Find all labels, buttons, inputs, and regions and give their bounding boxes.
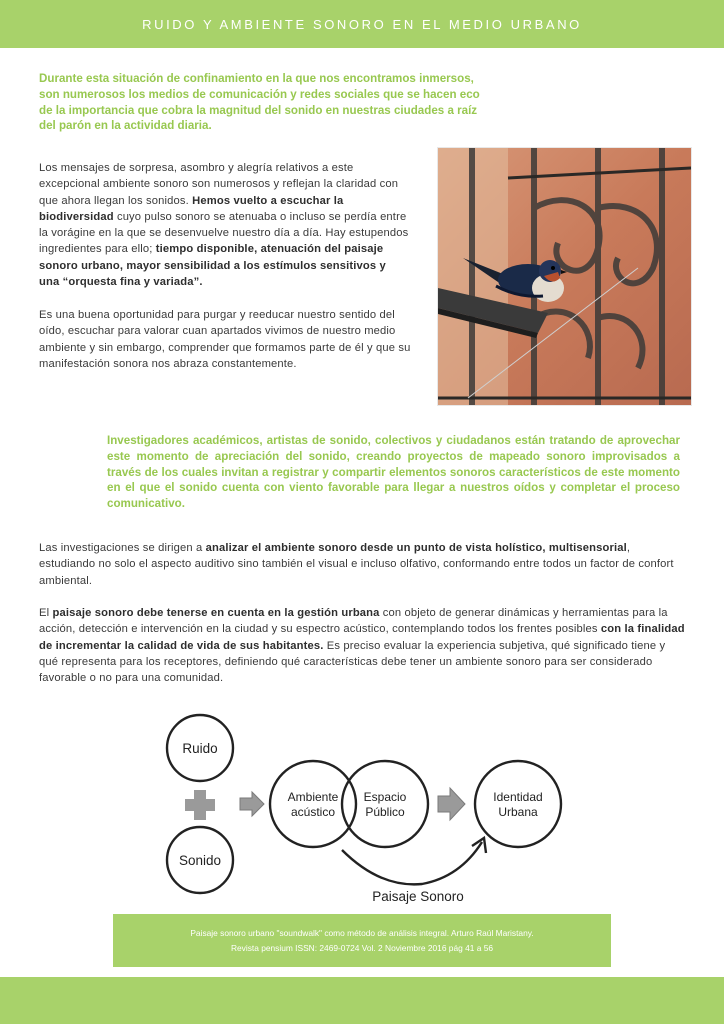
identidad-label-2: Urbana xyxy=(498,805,538,819)
p1-bold-2: tiempo disponible, atenuación del paisaje sonoro urbano, mayor sensibilidad a los estímulos sensitivos y una “orquesta fina y variada”. xyxy=(39,243,386,289)
paragraph-opportunity: Es una buena oportunidad para purgar y reeducar nuestro sentido del oído, escuchar para valorar cuan apartados vivimos de nuestro medio ambiente y sin embargo, comprender que formamos parte de él y que su manifestación sonora nos abraza constantemente. xyxy=(39,309,411,370)
page-title: RUIDO Y AMBIENTE SONORO EN EL MEDIO URBANO xyxy=(142,16,582,32)
p4-bold-1: paisaje sonoro debe tenerse en cuenta en la gestión urbana xyxy=(52,607,380,619)
swallow-illustration xyxy=(438,148,691,405)
caption-line-2: Revista pensium ISSN: 2469-0724 Vol. 2 Noviembre 2016 pág 41 a 56 xyxy=(230,942,494,953)
intro-highlight: Durante esta situación de confinamiento en la que nos encontramos inmersos, son numerosos los medios de comunicación y redes sociales que se hacen eco de la importancia que cobra la magnitud del sonido en nuestras ciudades a raíz del parón en la actividad diaria. xyxy=(39,72,480,133)
paragraph-biodiversity xyxy=(39,160,409,290)
p1-text-1: Los mensajes de sorpresa, asombro y alegría relativos a este excepcional ambiente sonoro son numerosos y reflejan la claridad con que ahora llegan los sonidos. xyxy=(39,162,399,207)
paisaje-sonoro-label: Paisaje Sonoro xyxy=(372,889,464,904)
paragraph-urban-management xyxy=(39,605,687,686)
page-header xyxy=(0,0,724,48)
p3-text-2: , estudiando no solo el aspecto auditivo sino también el visual e incluso olfativo, conformando entre todos un factor de confort ambiental. xyxy=(39,542,674,587)
identidad-circle xyxy=(475,761,561,847)
page-footer xyxy=(0,977,724,1024)
ruido-label: Ruido xyxy=(182,741,218,756)
arrow-right-icon xyxy=(438,788,465,820)
paragraph-research xyxy=(39,540,687,589)
p1-text-2: cuyo pulso sonoro se atenuaba o incluso se perdía entre la vorágine en la que se desenvuelve nuestro día a día. Hay estupendos ingredientes para ello; xyxy=(39,210,409,256)
p4-text-1: El xyxy=(39,607,53,619)
figure-caption xyxy=(113,914,611,967)
p4-text-2: con objeto de generar dinámicas y herramientas para la acción, detección e intervención en la ciudad y su espectro acústico, contemplando todos los frentes posibles xyxy=(39,607,668,636)
p1-bold-1: Hemos vuelto a escuchar la biodiversidad xyxy=(39,194,344,223)
p3-bold-1: analizar el ambiente sonoro desde un punto de vista holístico, multisensorial xyxy=(205,542,627,554)
ambiente-label-2: acústico xyxy=(290,805,336,819)
p3-text-1: Las investigaciones se dirigen a xyxy=(39,542,206,554)
identidad-label-1: Identidad xyxy=(493,790,543,804)
soundscape-diagram xyxy=(160,712,580,912)
espacio-label-1: Espacio xyxy=(363,790,407,804)
paisaje-curve-arrow xyxy=(342,842,482,884)
arrow-right-icon xyxy=(240,792,264,816)
quote-highlight: Investigadores académicos, artistas de sonido, colectivos y ciudadanos están tratando de aprovechar este momento de apreciación del sonido, creando proyectos de mapeado sonoro improvisados a través de los cuales invitan a registrar y compartir elementos sonoros característicos de este momento en el que el sonido cuenta con viento favorable para llegar a nuestros oídos y completar el proceso comunicativo. xyxy=(107,434,680,511)
ambiente-label-1: Ambiente xyxy=(287,790,339,804)
sonido-label: Sonido xyxy=(178,853,222,868)
plus-icon xyxy=(185,790,215,820)
espacio-label-2: Público xyxy=(365,805,405,819)
caption-line-1: Paisaje sonoro urbano "soundwalk" como método de análisis integral. Arturo Raúl Maristany. xyxy=(190,927,534,938)
swallow-photo xyxy=(437,147,692,406)
p4-bold-2: con la finalidad de incrementar la calidad de vida de sus habitantes. xyxy=(39,623,685,652)
p4-text-3: Es preciso evaluar la experiencia subjetiva, qué significado tiene y qué representa para los receptores, definiendo qué características debe tener un ambiente sonoro para ser considerado favorable o no para una comunidad. xyxy=(39,639,666,685)
